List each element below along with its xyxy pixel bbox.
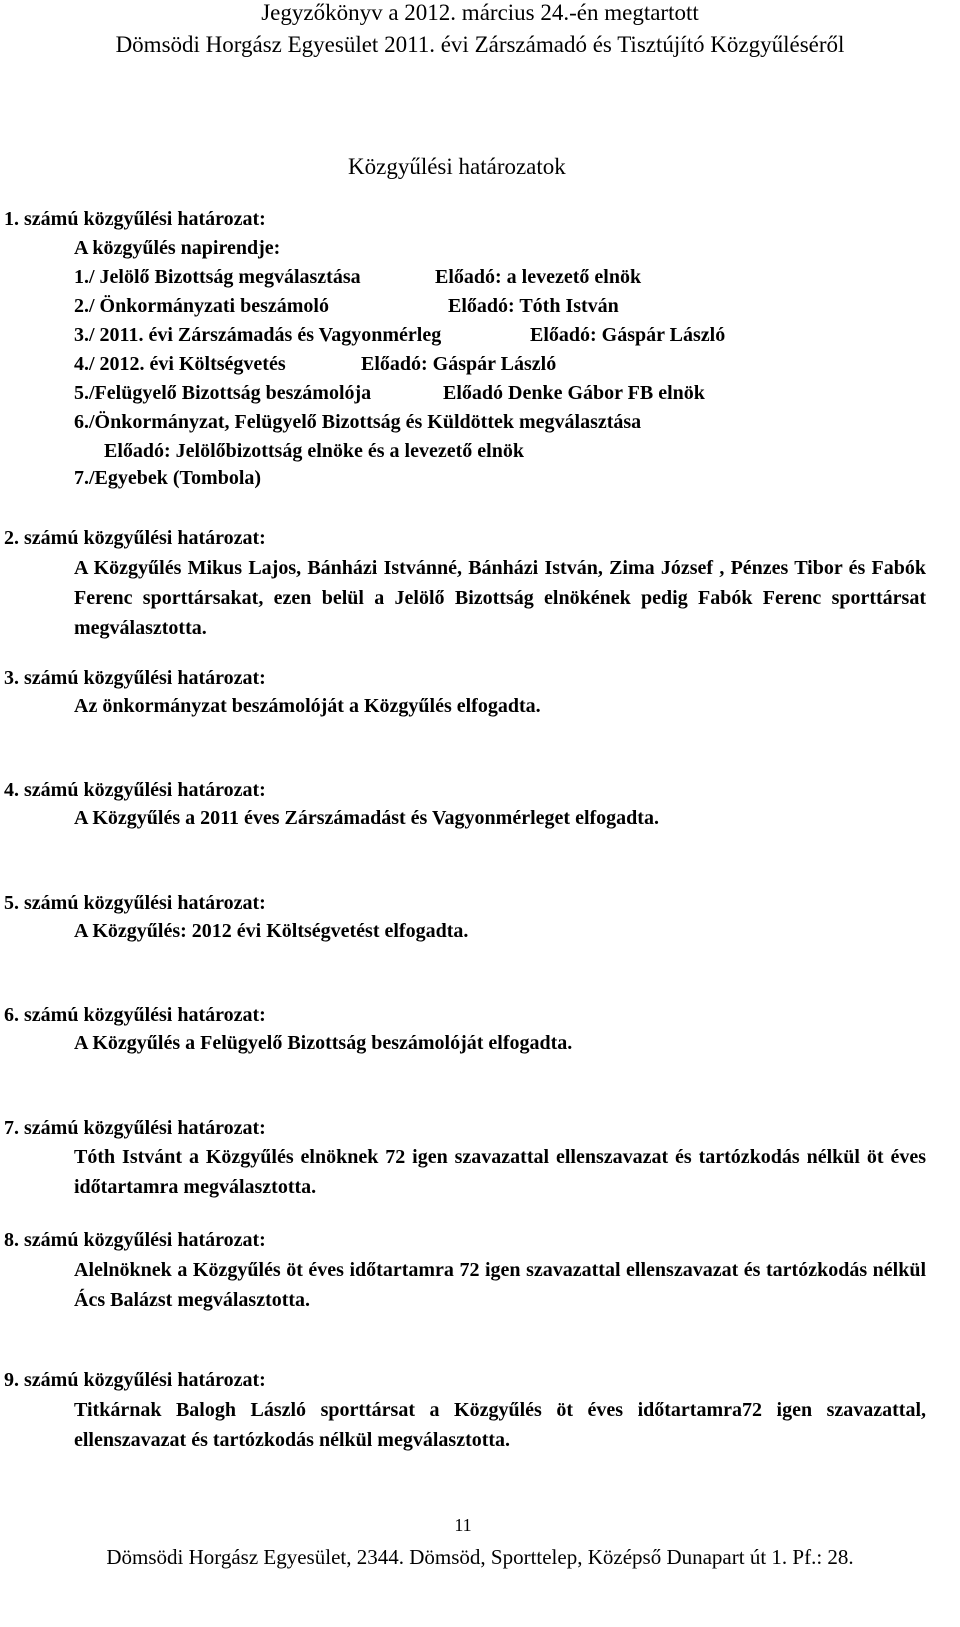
agenda-item-5-presenter: Előadó Denke Gábor FB elnök <box>443 382 705 404</box>
resolution-7-body: Tóth Istvánt a Közgyűlés elnöknek 72 igen szavazattal ellenszavazat és tartózkodás nélkül öt éves időtartamra megválasztotta. <box>74 1146 926 1198</box>
agenda-item-3-presenter: Előadó: Gáspár László <box>530 324 726 346</box>
resolution-4-heading: 4. számú közgyűlési határozat: <box>4 779 266 801</box>
agenda-item-5: 5./Felügyelő Bizottság beszámolója <box>74 382 372 404</box>
agenda-item-1: 1./ Jelölő Bizottság megválasztása <box>74 266 361 288</box>
resolution-1-heading: 1. számú közgyűlési határozat: <box>4 208 266 230</box>
footer-address: Dömsödi Horgász Egyesület, 2344. Dömsöd, Sporttelep, Középső Dunapart út 1. Pf.: 28. <box>106 1545 854 1569</box>
document-header-line-2: Dömsödi Horgász Egyesület 2011. évi Zárszámadó és Tisztújító Közgyűléséről <box>115 32 845 57</box>
document-header-line-1: Jegyzőkönyv a 2012. március 24.-én megtartott <box>261 0 699 25</box>
agenda-item-7: 7./Egyebek (Tombola) <box>74 467 262 489</box>
resolution-5-heading: 5. számú közgyűlési határozat: <box>4 892 266 914</box>
agenda-item-4-presenter: Előadó: Gáspár László <box>361 353 557 375</box>
resolution-3-body: Az önkormányzat beszámolóját a Közgyűlés elfogadta. <box>74 695 541 717</box>
page-number: 11 <box>454 1515 472 1535</box>
resolution-6-body: A Közgyűlés a Felügyelő Bizottság beszámolóját elfogadta. <box>74 1032 573 1054</box>
agenda-item-4: 4./ 2012. évi Költségvetés <box>74 353 286 375</box>
agenda-item-6: 6./Önkormányzat, Felügyelő Bizottság és Küldöttek megválasztása <box>74 411 642 433</box>
resolution-9-body: Titkárnak Balogh László sporttársat a Közgyűlés öt éves időtartamra72 igen szavazattal, ellenszavazat és tartózkodás nélkül megválasztotta. <box>74 1399 926 1451</box>
resolution-5-body: A Közgyűlés: 2012 évi Költségvetést elfogadta. <box>74 920 469 942</box>
resolution-8-body: Alelnöknek a Közgyűlés öt éves időtartamra 72 igen szavazattal ellenszavazat és tartózkodás nélkül Ács Balázst megválasztotta. <box>74 1259 926 1311</box>
resolution-4-body: A Közgyűlés a 2011 éves Zárszámadást és Vagyonmérleget elfogadta. <box>74 807 659 829</box>
agenda-item-2-presenter: Előadó: Tóth István <box>448 295 619 317</box>
resolution-7-heading: 7. számú közgyűlési határozat: <box>4 1117 266 1139</box>
resolution-8-heading: 8. számú közgyűlési határozat: <box>4 1229 266 1251</box>
resolution-9-heading: 9. számú közgyűlési határozat: <box>4 1369 266 1391</box>
agenda-item-3: 3./ 2011. évi Zárszámadás és Vagyonmérleg <box>74 324 442 346</box>
resolution-2-heading: 2. számú közgyűlési határozat: <box>4 527 266 549</box>
section-title: Közgyűlési határozatok <box>348 154 566 179</box>
agenda-item-2: 2./ Önkormányzati beszámoló <box>74 295 329 317</box>
resolution-2-body: A Közgyűlés Mikus Lajos, Bánházi Istvánné, Bánházi István, Zima József , Pénzes Tibor és Fabók Ferenc sporttársakat, ezen belül a Jelölő Bizottság elnökének pedig Fabók Ferenc sporttársat megválasztotta. <box>74 557 926 639</box>
agenda-title: A közgyűlés napirendje: <box>74 237 281 259</box>
resolution-3-heading: 3. számú közgyűlési határozat: <box>4 667 266 689</box>
resolution-6-heading: 6. számú közgyűlési határozat: <box>4 1004 266 1026</box>
agenda-item-1-presenter: Előadó: a levezető elnök <box>435 266 642 288</box>
agenda-item-6-presenter: Előadó: Jelölőbizottság elnöke és a levezető elnök <box>104 440 524 462</box>
